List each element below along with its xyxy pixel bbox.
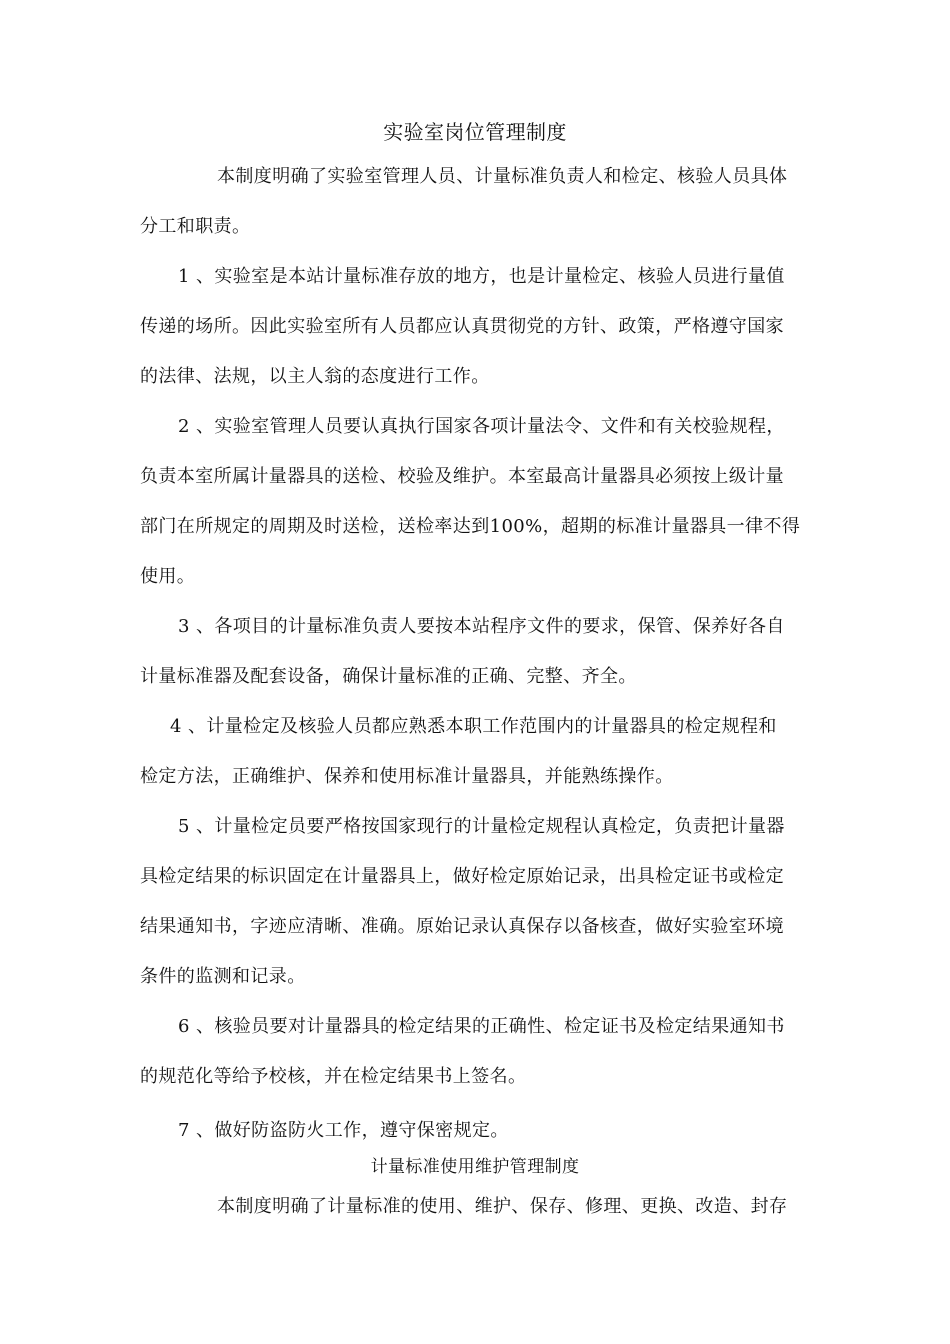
item-2-line-4: 使用。 bbox=[140, 566, 196, 587]
item-2-line-3: 部门在所规定的周期及时送检，送检率达到100%，超期的标准计量器具一律不得 bbox=[140, 516, 801, 537]
item-1-line-3: 的法律、法规，以主人翁的态度进行工作。 bbox=[140, 366, 490, 387]
item-3-line-2: 计量标准器及配套设备，确保计量标准的正确、完整、齐全。 bbox=[140, 666, 637, 687]
item-6-line-1: 6 、核验员要对计量器具的检定结果的正确性、检定证书及检定结果通知书 bbox=[178, 1016, 785, 1037]
item-5-line-3: 结果通知书，字迹应清晰、准确。原始记录认真保存以备核查，做好实验室环境 bbox=[140, 916, 784, 937]
item-1-line-1: 1 、实验室是本站计量标准存放的地方，也是计量检定、核验人员进行量值 bbox=[178, 266, 785, 287]
section-subtitle: 计量标准使用维护管理制度 bbox=[370, 1157, 580, 1177]
page-title: 实验室岗位管理制度 bbox=[383, 120, 567, 144]
item-4-line-1: 4 、计量检定及核验人员都应熟悉本职工作范围内的计量器具的检定规程和 bbox=[170, 716, 777, 737]
item-1-line-2: 传递的场所。因此实验室所有人员都应认真贯彻党的方针、政策，严格遵守国家 bbox=[140, 316, 784, 337]
item-6-line-2: 的规范化等给予校核，并在检定结果书上签名。 bbox=[140, 1066, 527, 1087]
item-5-line-1: 5 、计量检定员要严格按国家现行的计量检定规程认真检定，负责把计量器 bbox=[178, 816, 785, 837]
intro-line-1: 本制度明确了实验室管理人员、计量标准负责人和检定、核验人员具体 bbox=[217, 166, 788, 187]
item-2-line-2: 负责本室所属计量器具的送检、校验及维护。本室最高计量器具必须按上级计量 bbox=[140, 466, 784, 487]
intro-line-2: 分工和职责。 bbox=[140, 216, 251, 237]
item-4-line-2: 检定方法，正确维护、保养和使用标准计量器具，并能熟练操作。 bbox=[140, 766, 674, 787]
item-5-line-2: 具检定结果的标识固定在计量器具上，做好检定原始记录，出具检定证书或检定 bbox=[140, 866, 784, 887]
item-3-line-1: 3 、各项目的计量标准负责人要按本站程序文件的要求，保管、保养好各自 bbox=[178, 616, 785, 637]
intro2-line-1: 本制度明确了计量标准的使用、维护、保存、修理、更换、改造、封存 bbox=[217, 1196, 788, 1217]
item-7-line-1: 7 、做好防盗防火工作，遵守保密规定。 bbox=[178, 1120, 509, 1141]
item-5-line-4: 条件的监测和记录。 bbox=[140, 966, 306, 987]
item-2-line-1: 2 、实验室管理人员要认真执行国家各项计量法令、文件和有关校验规程， bbox=[178, 416, 785, 437]
